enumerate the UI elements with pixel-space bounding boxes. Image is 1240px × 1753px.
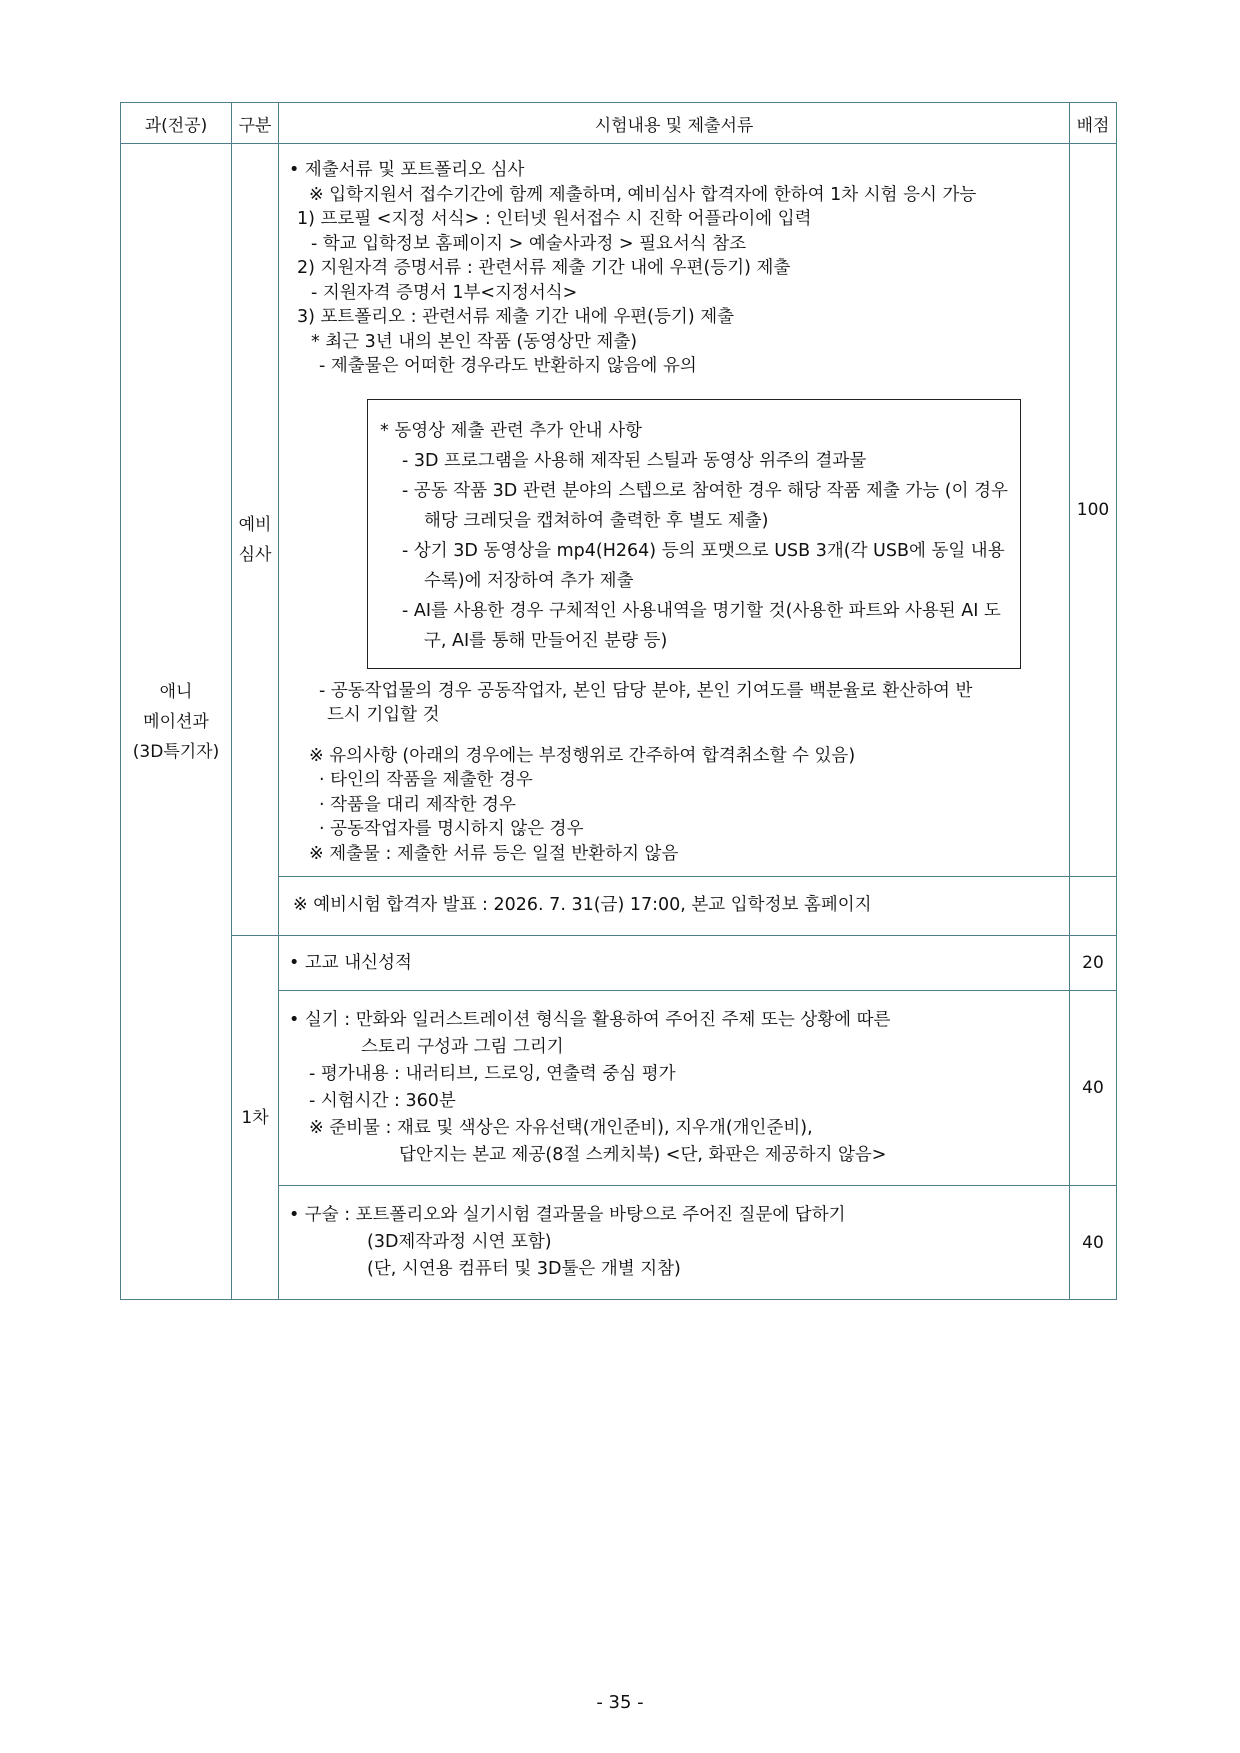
prelim-label1: 예비 bbox=[238, 514, 272, 535]
header-row bbox=[121, 103, 1117, 144]
notice-item: - AI를 사용한 경우 구체적인 사용내역을 명기할 것(사용한 파트와 사용된 AI 도구, AI를 통해 만들어진 분량 등) bbox=[402, 600, 1001, 651]
prelim-line: * 최근 3년 내의 본인 작품 (동영상만 제출) bbox=[311, 331, 638, 352]
oral-text bbox=[279, 1186, 1069, 1299]
prelim-line: - 지원자격 증명서 1부<지정서식> bbox=[311, 282, 578, 303]
practical-line: 스토리 구성과 그림 그리기 bbox=[361, 1037, 564, 1057]
prelim-line: 3) 포트폴리오 : 관련서류 제출 기간 내에 우편(등기) 제출 bbox=[297, 307, 735, 327]
prelim-label-cell bbox=[232, 144, 279, 936]
prelim-line: - 학교 입학정보 홈페이지 > 예술사과정 > 필요서식 참조 bbox=[311, 233, 747, 254]
practical-line: • 실기 : 만화와 일러스트레이션 형식을 활용하여 주어진 주제 또는 상황에 따른 bbox=[289, 1010, 891, 1030]
header-category: 구분 bbox=[232, 103, 279, 144]
header-score: 배점 bbox=[1070, 103, 1117, 144]
transcript-row bbox=[121, 936, 1117, 991]
practical-score: 40 bbox=[1070, 991, 1117, 1186]
transcript-score: 20 bbox=[1070, 936, 1117, 991]
first-label: 1차 bbox=[241, 1107, 269, 1128]
prelim-line: ※ 입학지원서 접수기간에 함께 제출하며, 예비심사 합격자에 한하여 1차 시험 응시 가능 bbox=[309, 184, 977, 205]
after-line: · 공동작업자를 명시하지 않은 경우 bbox=[319, 819, 584, 839]
oral-line: • 구술 : 포트폴리오와 실기시험 결과물을 바탕으로 주어진 질문에 답하기 bbox=[289, 1205, 846, 1225]
prelim-label2: 심사 bbox=[238, 544, 272, 565]
department-line1: 애니 bbox=[159, 681, 193, 702]
oral-score: 40 bbox=[1070, 1186, 1117, 1300]
notice-item: - 공동 작품 3D 관련 분야의 스텝으로 참여한 경우 해당 작품 제출 가능 (이 경우 해당 크레딧을 캡쳐하여 출력한 후 별도 제출) bbox=[402, 480, 1008, 531]
prelim-line: • 제출서류 및 포트폴리오 심사 bbox=[289, 160, 525, 180]
practical-line: 답안지는 본교 제공(8절 스케치북) <단, 화판은 제공하지 않음> bbox=[399, 1145, 887, 1165]
department-line2: 메이션과 bbox=[143, 711, 209, 732]
announce-cell bbox=[279, 877, 1070, 936]
practical-text bbox=[279, 991, 1069, 1185]
after-line: - 공동작업물의 경우 공동작업자, 본인 담당 분야, 본인 기여도를 백분율로 환산하여 반 bbox=[319, 680, 973, 701]
practical-line: - 평가내용 : 내러티브, 드로잉, 연출력 중심 평가 bbox=[309, 1064, 676, 1084]
practical-line: - 시험시간 : 360분 bbox=[309, 1091, 456, 1111]
oral-line: (3D제작과정 시연 포함) bbox=[367, 1232, 552, 1252]
notice-title: * 동영상 제출 관련 추가 안내 사항 bbox=[380, 420, 642, 441]
notice-item: - 상기 3D 동영상을 mp4(H264) 등의 포맷으로 USB 3개(각 USB에 동일 내용 수록)에 저장하여 추가 제출 bbox=[402, 540, 1005, 591]
after-line: ※ 유의사항 (아래의 경우에는 부정행위로 간주하여 합격취소할 수 있음) bbox=[309, 745, 856, 766]
transcript-text-wrap bbox=[279, 936, 1069, 990]
prelim-content bbox=[279, 144, 1069, 876]
notice-item: - 3D 프로그램을 사용해 제작된 스틸과 동영상 위주의 결과물 bbox=[402, 450, 867, 471]
department-line3: (3D특기자) bbox=[132, 741, 220, 762]
page-number: - 35 - bbox=[596, 1692, 644, 1713]
announce-score-cell bbox=[1070, 877, 1117, 936]
prelim-line: 1) 프로필 <지정 서식> : 인터넷 원서접수 시 진학 어플라이에 입력 bbox=[297, 209, 812, 229]
transcript-text: • 고교 내신성적 bbox=[289, 953, 412, 973]
video-notice-box bbox=[367, 399, 1021, 669]
oral-line: (단, 시연용 컴퓨터 및 3D툴은 개별 지참) bbox=[367, 1259, 681, 1279]
after-line: · 타인의 작품을 제출한 경우 bbox=[319, 770, 533, 790]
admission-table bbox=[120, 102, 1117, 1300]
transcript-cell bbox=[279, 936, 1070, 991]
first-label-cell bbox=[232, 936, 279, 1300]
practical-cell bbox=[279, 991, 1070, 1186]
practical-line: ※ 준비물 : 재료 및 색상은 자유선택(개인준비), 지우개(개인준비), bbox=[309, 1118, 813, 1138]
oral-cell bbox=[279, 1186, 1070, 1300]
after-line: 드시 기입할 것 bbox=[327, 705, 440, 725]
announce-text: ※ 예비시험 합격자 발표 : 2026. 7. 31(금) 17:00, 본교 입학정보 홈페이지 bbox=[293, 895, 872, 915]
header-department: 과(전공) bbox=[121, 103, 232, 144]
header-content: 시험내용 및 제출서류 bbox=[279, 103, 1070, 144]
prelim-score: 100 bbox=[1070, 144, 1117, 877]
department-cell bbox=[121, 144, 232, 1300]
after-line: · 작품을 대리 제작한 경우 bbox=[319, 794, 516, 815]
prelim-line: 2) 지원자격 증명서류 : 관련서류 제출 기간 내에 우편(등기) 제출 bbox=[297, 258, 791, 278]
prelim-row bbox=[121, 144, 1117, 877]
prelim-content-cell bbox=[279, 144, 1070, 877]
prelim-line: - 제출물은 어떠한 경우라도 반환하지 않음에 유의 bbox=[319, 356, 697, 376]
after-line: ※ 제출물 : 제출한 서류 등은 일절 반환하지 않음 bbox=[309, 843, 679, 864]
